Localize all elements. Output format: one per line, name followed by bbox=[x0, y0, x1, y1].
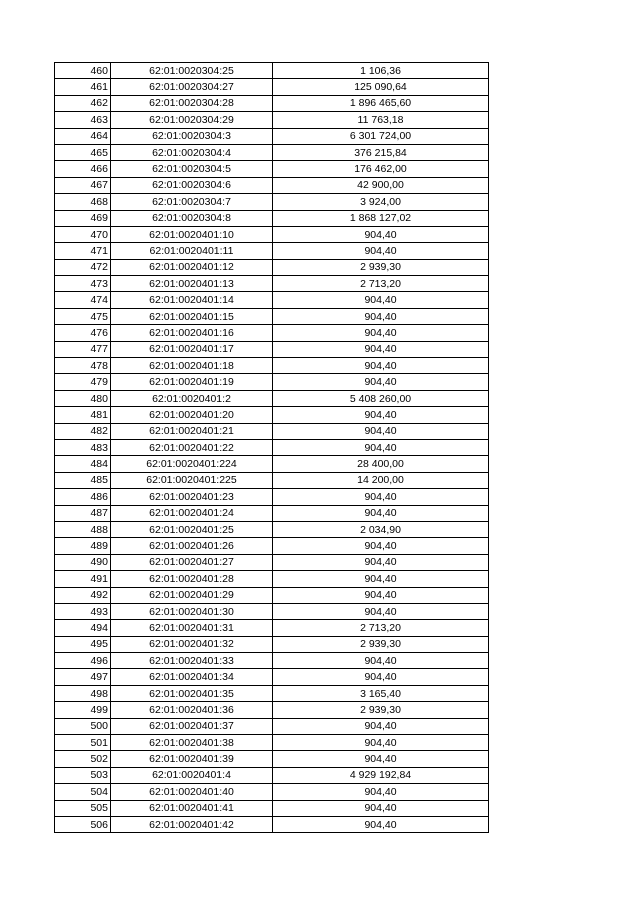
cadastral-value: 904,40 bbox=[273, 243, 489, 259]
cadastral-number: 62:01:0020401:12 bbox=[111, 259, 273, 275]
cadastral-value: 2 034,90 bbox=[273, 521, 489, 537]
cadastral-number: 62:01:0020304:4 bbox=[111, 144, 273, 160]
table-row bbox=[55, 669, 489, 685]
row-number: 474 bbox=[55, 292, 111, 308]
table-row bbox=[55, 79, 489, 95]
cadastral-number: 62:01:0020401:37 bbox=[111, 718, 273, 734]
cadastral-value: 904,40 bbox=[273, 751, 489, 767]
row-number: 481 bbox=[55, 407, 111, 423]
table-row bbox=[55, 226, 489, 242]
row-number: 462 bbox=[55, 95, 111, 111]
cadastral-number: 62:01:0020401:29 bbox=[111, 587, 273, 603]
row-number: 503 bbox=[55, 767, 111, 783]
cadastral-number: 62:01:0020401:19 bbox=[111, 374, 273, 390]
cadastral-number: 62:01:0020401:31 bbox=[111, 620, 273, 636]
table-row bbox=[55, 538, 489, 554]
cadastral-number: 62:01:0020401:224 bbox=[111, 456, 273, 472]
cadastral-number: 62:01:0020401:23 bbox=[111, 489, 273, 505]
row-number: 478 bbox=[55, 358, 111, 374]
cadastral-number: 62:01:0020401:25 bbox=[111, 521, 273, 537]
row-number: 504 bbox=[55, 784, 111, 800]
table-row bbox=[55, 161, 489, 177]
cadastral-number: 62:01:0020304:7 bbox=[111, 194, 273, 210]
cadastral-value: 2 713,20 bbox=[273, 620, 489, 636]
cadastral-value: 904,40 bbox=[273, 554, 489, 570]
cadastral-number: 62:01:0020304:27 bbox=[111, 79, 273, 95]
table-row bbox=[55, 341, 489, 357]
table-row bbox=[55, 505, 489, 521]
row-number: 472 bbox=[55, 259, 111, 275]
cadastral-number: 62:01:0020401:2 bbox=[111, 390, 273, 406]
table-body bbox=[55, 63, 489, 833]
row-number: 489 bbox=[55, 538, 111, 554]
row-number: 464 bbox=[55, 128, 111, 144]
row-number: 498 bbox=[55, 685, 111, 701]
cadastral-value: 42 900,00 bbox=[273, 177, 489, 193]
cadastral-value: 904,40 bbox=[273, 374, 489, 390]
cadastral-value: 1 896 465,60 bbox=[273, 95, 489, 111]
cadastral-value: 904,40 bbox=[273, 816, 489, 832]
row-number: 497 bbox=[55, 669, 111, 685]
cadastral-number: 62:01:0020401:4 bbox=[111, 767, 273, 783]
row-number: 491 bbox=[55, 571, 111, 587]
row-number: 476 bbox=[55, 325, 111, 341]
table-row bbox=[55, 767, 489, 783]
table-row bbox=[55, 702, 489, 718]
cadastral-value: 904,40 bbox=[273, 292, 489, 308]
table-row bbox=[55, 423, 489, 439]
cadastral-value: 125 090,64 bbox=[273, 79, 489, 95]
cadastral-number: 62:01:0020401:13 bbox=[111, 276, 273, 292]
table-row bbox=[55, 144, 489, 160]
row-number: 501 bbox=[55, 735, 111, 751]
table-row bbox=[55, 472, 489, 488]
cadastral-value: 904,40 bbox=[273, 407, 489, 423]
cadastral-number: 62:01:0020401:33 bbox=[111, 653, 273, 669]
cadastral-number: 62:01:0020401:17 bbox=[111, 341, 273, 357]
cadastral-value: 904,40 bbox=[273, 226, 489, 242]
cadastral-number: 62:01:0020401:34 bbox=[111, 669, 273, 685]
table-row bbox=[55, 63, 489, 79]
cadastral-number: 62:01:0020401:38 bbox=[111, 735, 273, 751]
cadastral-value: 2 713,20 bbox=[273, 276, 489, 292]
table-row bbox=[55, 439, 489, 455]
table-row bbox=[55, 292, 489, 308]
cadastral-number: 62:01:0020304:28 bbox=[111, 95, 273, 111]
cadastral-number: 62:01:0020401:10 bbox=[111, 226, 273, 242]
cadastral-value: 1 106,36 bbox=[273, 63, 489, 79]
row-number: 469 bbox=[55, 210, 111, 226]
cadastral-number: 62:01:0020401:16 bbox=[111, 325, 273, 341]
table-row bbox=[55, 374, 489, 390]
cadastral-number: 62:01:0020401:30 bbox=[111, 603, 273, 619]
table-row bbox=[55, 718, 489, 734]
cadastral-number: 62:01:0020401:15 bbox=[111, 308, 273, 324]
table-row bbox=[55, 636, 489, 652]
cadastral-number: 62:01:0020401:22 bbox=[111, 439, 273, 455]
row-number: 460 bbox=[55, 63, 111, 79]
cadastral-value: 904,40 bbox=[273, 439, 489, 455]
row-number: 467 bbox=[55, 177, 111, 193]
cadastral-value: 904,40 bbox=[273, 587, 489, 603]
cadastral-value: 904,40 bbox=[273, 718, 489, 734]
table-row bbox=[55, 95, 489, 111]
row-number: 499 bbox=[55, 702, 111, 718]
cadastral-value: 176 462,00 bbox=[273, 161, 489, 177]
cadastral-value: 904,40 bbox=[273, 669, 489, 685]
cadastral-number: 62:01:0020401:11 bbox=[111, 243, 273, 259]
cadastral-value: 11 763,18 bbox=[273, 112, 489, 128]
cadastral-number: 62:01:0020304:25 bbox=[111, 63, 273, 79]
table-row bbox=[55, 210, 489, 226]
row-number: 482 bbox=[55, 423, 111, 439]
cadastral-value: 904,40 bbox=[273, 653, 489, 669]
row-number: 461 bbox=[55, 79, 111, 95]
cadastral-value: 904,40 bbox=[273, 489, 489, 505]
table-row bbox=[55, 259, 489, 275]
table-row bbox=[55, 390, 489, 406]
row-number: 496 bbox=[55, 653, 111, 669]
cadastral-value: 1 868 127,02 bbox=[273, 210, 489, 226]
row-number: 466 bbox=[55, 161, 111, 177]
row-number: 486 bbox=[55, 489, 111, 505]
table-row bbox=[55, 603, 489, 619]
cadastral-value: 3 165,40 bbox=[273, 685, 489, 701]
table-row bbox=[55, 456, 489, 472]
row-number: 493 bbox=[55, 603, 111, 619]
cadastral-number: 62:01:0020401:40 bbox=[111, 784, 273, 800]
row-number: 468 bbox=[55, 194, 111, 210]
table-row bbox=[55, 571, 489, 587]
table-row bbox=[55, 685, 489, 701]
cadastral-number: 62:01:0020401:32 bbox=[111, 636, 273, 652]
cadastral-value: 904,40 bbox=[273, 784, 489, 800]
row-number: 502 bbox=[55, 751, 111, 767]
cadastral-value: 904,40 bbox=[273, 308, 489, 324]
cadastral-value: 904,40 bbox=[273, 341, 489, 357]
cadastral-value: 904,40 bbox=[273, 800, 489, 816]
cadastral-number: 62:01:0020401:14 bbox=[111, 292, 273, 308]
table-row bbox=[55, 407, 489, 423]
cadastral-value: 904,40 bbox=[273, 505, 489, 521]
table-row bbox=[55, 112, 489, 128]
table-row bbox=[55, 308, 489, 324]
table-row bbox=[55, 243, 489, 259]
row-number: 480 bbox=[55, 390, 111, 406]
cadastral-value: 28 400,00 bbox=[273, 456, 489, 472]
row-number: 485 bbox=[55, 472, 111, 488]
table-row bbox=[55, 735, 489, 751]
row-number: 500 bbox=[55, 718, 111, 734]
cadastral-number: 62:01:0020401:27 bbox=[111, 554, 273, 570]
row-number: 490 bbox=[55, 554, 111, 570]
cadastral-value: 376 215,84 bbox=[273, 144, 489, 160]
cadastral-number: 62:01:0020401:28 bbox=[111, 571, 273, 587]
cadastral-number: 62:01:0020401:18 bbox=[111, 358, 273, 374]
cadastral-value: 2 939,30 bbox=[273, 702, 489, 718]
table-row bbox=[55, 276, 489, 292]
row-number: 475 bbox=[55, 308, 111, 324]
cadastral-number: 62:01:0020304:6 bbox=[111, 177, 273, 193]
cadastral-value: 904,40 bbox=[273, 423, 489, 439]
row-number: 465 bbox=[55, 144, 111, 160]
row-number: 492 bbox=[55, 587, 111, 603]
cadastral-value: 904,40 bbox=[273, 358, 489, 374]
table-row bbox=[55, 194, 489, 210]
table-row bbox=[55, 751, 489, 767]
cadastral-number: 62:01:0020304:5 bbox=[111, 161, 273, 177]
cadastral-value: 904,40 bbox=[273, 603, 489, 619]
cadastral-value: 904,40 bbox=[273, 325, 489, 341]
row-number: 487 bbox=[55, 505, 111, 521]
cadastral-value: 14 200,00 bbox=[273, 472, 489, 488]
cadastral-number: 62:01:0020401:41 bbox=[111, 800, 273, 816]
cadastral-number: 62:01:0020401:35 bbox=[111, 685, 273, 701]
cadastral-number: 62:01:0020304:3 bbox=[111, 128, 273, 144]
cadastral-value: 904,40 bbox=[273, 571, 489, 587]
table-row bbox=[55, 489, 489, 505]
cadastral-number: 62:01:0020401:20 bbox=[111, 407, 273, 423]
row-number: 495 bbox=[55, 636, 111, 652]
row-number: 506 bbox=[55, 816, 111, 832]
table-row bbox=[55, 521, 489, 537]
row-number: 477 bbox=[55, 341, 111, 357]
table-row bbox=[55, 784, 489, 800]
cadastral-value: 904,40 bbox=[273, 735, 489, 751]
row-number: 483 bbox=[55, 439, 111, 455]
cadastral-number: 62:01:0020401:36 bbox=[111, 702, 273, 718]
row-number: 494 bbox=[55, 620, 111, 636]
row-number: 463 bbox=[55, 112, 111, 128]
cadastral-number: 62:01:0020304:29 bbox=[111, 112, 273, 128]
row-number: 488 bbox=[55, 521, 111, 537]
cadastral-value: 904,40 bbox=[273, 538, 489, 554]
row-number: 505 bbox=[55, 800, 111, 816]
cadastral-value: 2 939,30 bbox=[273, 259, 489, 275]
row-number: 473 bbox=[55, 276, 111, 292]
table-row bbox=[55, 800, 489, 816]
cadastral-number: 62:01:0020401:225 bbox=[111, 472, 273, 488]
row-number: 471 bbox=[55, 243, 111, 259]
table-row bbox=[55, 554, 489, 570]
table-row bbox=[55, 620, 489, 636]
row-number: 470 bbox=[55, 226, 111, 242]
table-row bbox=[55, 358, 489, 374]
cadastral-value: 4 929 192,84 bbox=[273, 767, 489, 783]
table-row bbox=[55, 653, 489, 669]
cadastral-value: 5 408 260,00 bbox=[273, 390, 489, 406]
cadastral-number: 62:01:0020401:24 bbox=[111, 505, 273, 521]
cadastral-number: 62:01:0020401:42 bbox=[111, 816, 273, 832]
row-number: 479 bbox=[55, 374, 111, 390]
cadastral-number: 62:01:0020304:8 bbox=[111, 210, 273, 226]
row-number: 484 bbox=[55, 456, 111, 472]
cadastral-value: 6 301 724,00 bbox=[273, 128, 489, 144]
table-row bbox=[55, 587, 489, 603]
table-row bbox=[55, 816, 489, 832]
table-row bbox=[55, 128, 489, 144]
cadastral-value: 3 924,00 bbox=[273, 194, 489, 210]
cadastral-number: 62:01:0020401:21 bbox=[111, 423, 273, 439]
table-row bbox=[55, 177, 489, 193]
cadastral-value-table bbox=[54, 62, 489, 833]
cadastral-value: 2 939,30 bbox=[273, 636, 489, 652]
cadastral-number: 62:01:0020401:39 bbox=[111, 751, 273, 767]
cadastral-number: 62:01:0020401:26 bbox=[111, 538, 273, 554]
table-row bbox=[55, 325, 489, 341]
